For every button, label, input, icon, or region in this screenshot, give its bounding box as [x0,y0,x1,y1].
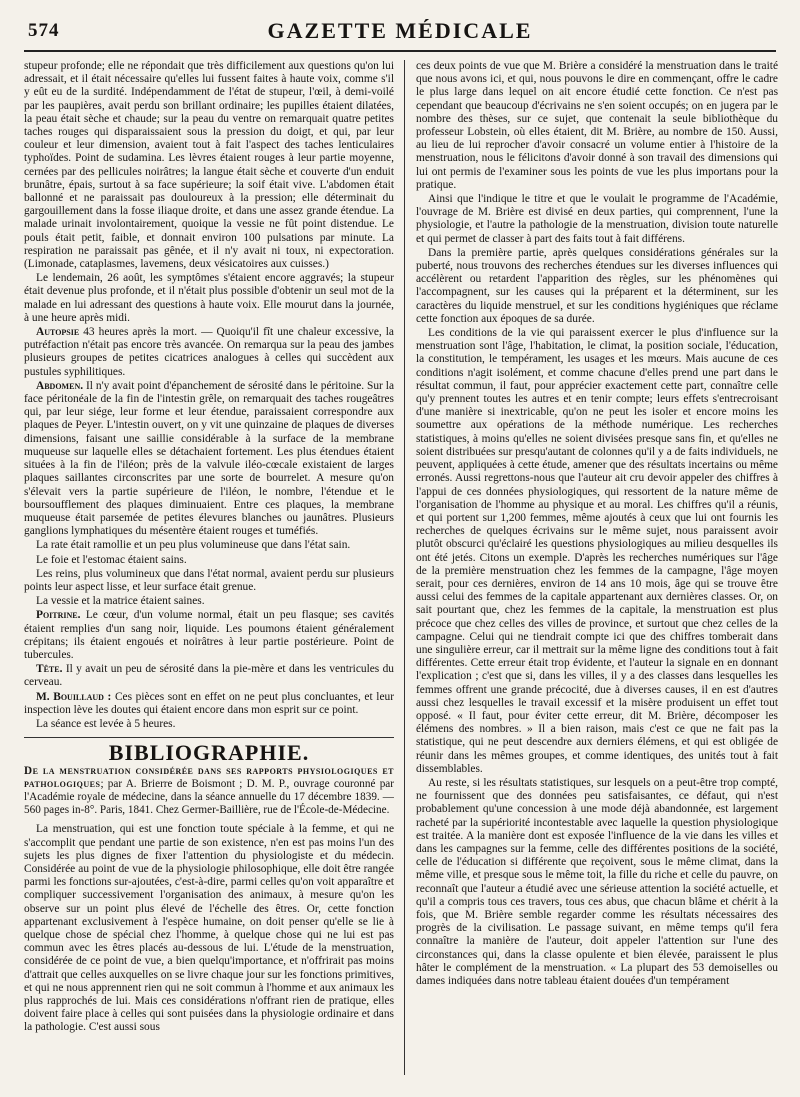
paragraph: Au reste, si les résultats statistiques, sur lesquels on a peut-être trop compté, ne fournissent que des données peu satisfaisantes, ce défaut, qui n'est probablement qu'une concession à une mode déjà abandonnée, est largement racheté par la supériorité incontestable avec laquelle la question physiologique est traitée. A la manière dont est exposée l'influence de la vie dans les villes et dans les campagnes sur la femme, celle des différentes positions de la société, celle de l'éducation si différente que reçoivent, sous le même climat, dans la même ville, et presque sous le même toit, la fille du riche et celle du pauvre, on reconnaît que l'auteur a étudié avec une sérieuse attention la société actuelle, et qu'il a compris tous ces travers, tous ces abus, que chacun blâme et chérit à la fois, que M. Brière semble regarder comme les résultats nécessaires des progrès de la civilisation. Le passage suivant, en même temps qu'il fera connaître la manière de l'auteur, doit appeler l'attention sur l'une des circonstances qui, dans la classe opulente et bien élevée, paraissent le plus hâter le complément de la menstruation. « La plupart des 53 demoiselles ou dames indiquées dans notre tableau étaient douées d'un tempérament [416,776,778,988]
paragraph: Dans la première partie, après quelques considérations générales sur la puberté, nous trouvons des recherches étendues sur les diverses influences qui accélèrent ou retardent l'apparition des règles, sur les phénomènes qui l'accompagnent, sur les causes qui la préparent et la déterminent, sur les caractères du liquide menstruel, et sur les conditions hygiéniques que réclame cette fonction aux époques de sa durée. [416,246,778,325]
paragraph [24,663,394,689]
paragraph: Ainsi que l'indique le titre et que le voulait le programme de l'Académie, l'ouvrage de M. Brière est divisé en deux parties, qui comprennent, l'une la physiologie, et l'autre la pathologie de la menstruation, division toute naturelle et qui permet de classer à part des faits tout à fait différens. [416,193,778,245]
head-label: Tête. [36,663,63,676]
speaker-label: M. Bouillaud : [36,690,112,703]
paragraph: La menstruation, qui est une fonction toute spéciale à la femme, et qui ne s'accomplit que pendant une partie de son existence, n'en est pas moins l'un des sujets les plus dignes de fixer l'attention du physiologiste et du médecin. Considérée au point de vue de la physiologie philosophique, elle doit être rangée parmi les fonctions sur-ajoutées, c'est-à-dire, parmi celles qu'on voit apparaître et compliquer successivement l'organisation des animaux, à mesure qu'on les observe sur un point plus élevé de l'échelle des êtres. Or, cette fonction appartenant exclusivement à l'espèce humaine, on doit penser qu'elle se lie à quelque chose de spécial chez l'homme, à quelque chose qui ne lui est pas commun avec les êtres placés au-dessous de lui. L'étude de la menstruation, considérée de ce point de vue, a bien quelqu'importance, et n'offrirait pas moins d'attrait que celles auxquelles on se livre chaque jour sur les fonctions primitives, et qui ne nous apprennent rien qui ne soit commun à l'homme et aux animaux les plus rapprochés de lui. Mais ces considérations n'offrant rien de pratique, elles doivent faire place à celles qui sont puisées dans la physiologie ordinaire et dans la pathologie. C'est aussi sous [24,823,394,1034]
paragraph: La rate était ramollie et un peu plus volumineuse que dans l'état sain. [36,539,351,552]
paragraph: stupeur profonde; elle ne répondait que très difficilement aux questions qu'on lui adressait, et il était nécessaire qu'elles lui fussent faites à haute voix, comme s'il y eût eu de la surdité. Indépendamment de l'état de stupeur, l'œil, à demi-voilé par les paupières, avait perdu son brillant ordinaire; les pupilles étaient dilatées, la peau était sèche et chaude; sur la peau du ventre on remarquait quatre petites taches rouges qui disparaissaient sous la pression du doigt, et qui, par leur couleur et leur dimension, avaient tout à fait l'aspect des taches lenticulaires typhoïdes. Point de sudamina. Les lèvres étaient rouges à leur partie moyenne, cernées par des pellicules noirâtres; la langue était sèche et couverte d'un enduit brunâtre, épais, surtout à sa face supérieure; la soif était vive. L'abdomen était ballonné et ne paraissait pas douloureux à la pression; elle déterminait du gargouillement dans la fosse iliaque droite, et dans une assez grande étendue. La malade urinait involontairement, quoique la vessie ne fût point distendue. Le pouls était petit, faible, et donnait environ 100 pulsations par minute. La respiration ne paraissait pas gênée, et il n'y avait ni toux, ni expectoration. (Limonade, cataplasmes, lavemens, deux vésicatoires aux cuisses.) [24,60,394,271]
chest-label: Poitrine. [36,609,81,622]
paragraph [24,609,394,662]
page-number: 574 [28,20,60,41]
right-column [416,60,778,1075]
section-heading: BIBLIOGRAPHIE. [108,740,310,766]
abdomen-label: Abdomen. [36,379,84,392]
header-rule [24,50,776,52]
column-divider [404,60,405,1075]
paragraph: Le foie et l'estomac étaient sains. [36,553,187,566]
paragraph [24,380,394,538]
paragraph [24,326,394,379]
page-header [22,14,778,48]
paragraph: Les conditions de la vie qui paraissent exercer le plus d'influence sur la menstruation sont l'âge, l'habitation, le climat, la position sociale, l'éducation, la constitution, le tempérament, les usages et les mœurs. Mais aucune de ces conditions n'agit isolément, et comme chacune d'elles prend une part dans le résultat commun, il faut, pour apprécier exactement cette part, connaître celle qu'y prennent toutes les autres et en tenir compte; leurs effets s'entrecroisant d'une manière si inextricable, qu'on ne peut les isoler et encore moins les soumettre aux opérations de la méthode numérique. Les recherches statistiques, à moins qu'elles ne soient divisées presque sans fin, et qu'elles ne soient distribuées sur presqu'autant de colonnes qu'il y a de faits individuels, ne peuvent, appliquées à cette étude, amener que des résultats incertains ou même erronés. Aussi regrettons-nous que l'auteur ait cru devoir appeler des chiffres à l'appui de ces données physiologiques, qui ressortent de la nature même de l'organisation de l'homme au physique et au moral. Les chiffres qu'il a réunis, et qui portent sur 1,200 femmes, même ajoutés à ceux que lui ont fournis les recherches de quelques écrivains sur le même sujet, nous paraissent avoir plutôt obscurci qu'éclairé les questions physiologiques au milieu desquelles ils ont été jetés. Citons un exemple. D'après les recherches numériques sur l'âge de la première menstruation chez les femmes de la campagne, l'âge moyen serait, pour ces dernières, environ de 14 ans 10 mois, âge qui se trouve être aussi celui des femmes de la capitale appartenant aux dernières classes. Or, on sait pourtant que, chez les femmes de la capitale, la menstruation est plus précoce que chez celles des villes de province, et surtout que chez celles de la campagne. Celui qui ne tiendrait compte ici que des chiffres tomberait dans une singulière erreur, car il mettrait sur la même ligne des conditions tout à fait différentes. Cette erreur était trop évidente, et l'auteur la signale en en donnant l'explication ; c'est que si, dans les villes, il y a des classes dans lesquelles les femmes offrent une grande précocité, due à diverses causes, il en est d'autres aussi chez lesquelles le travail excessif et la misère produisent un effet tout opposé. « Il faut, pour éviter cette erreur, dit M. Brière, décomposer les élémens des nombres. » Il a bien raison, mais c'est ce que ne fait pas la statistique, qui ne peut descendre aux derniers élémens, et qui est obligée de réunir dans les mêmes groupes, et comme identiques, des unités tout à fait dissemblables. [416,327,778,775]
paragraph-text: Il n'y avait point d'épanchement de sérosité dans le péritoine. Sur la face péritonéale de la fin de l'intestin grêle, on remarquait des taches rougeâtres qui, par leur siége, leur forme et leur étendue, paraissaient correspondre aux plaques de Peyer. L'intestin ouvert, on y vit une quinzaine de plaques de diverses dimensions, faisant une saillie considérable à la surface de la membrane muqueuse sur laquelle elles se détachaient fortement. Les plus étendues étaient situées à la fin de l'iléon; près de la valvule iléo-cœcale existaient de larges plaques saillantes circonscrites par une sorte de bourrelet. A mesure qu'on s'élevait vers la partie supérieure de l'iléon, le nombre, l'étendue et le boursoufflement des plaques diminuaient. Entre ces plaques, la membrane muqueuse était parsemée de petites élevures blanches ou jaunâtres. Plusieurs ganglions lymphatiques du mésentère étaient rouges et tuméfiés. [24,379,394,538]
paragraph-text: 43 heures après la mort. — Quoiqu'il fît une chaleur excessive, la putréfaction n'était pas encore très avancée. On remarqua sur la peau des jambes plusieurs groupes de petites cicatrices analogues à celles qui succèdent aux pustules syphilitiques. [24,326,394,378]
paragraph [24,691,394,717]
session-closing: La séance est levée à 5 heures. [36,717,176,730]
paragraph: Les reins, plus volumineux que dans l'état normal, avaient perdu sur plusieurs points leur aspect lisse, et leur surface était grenue. [24,567,394,593]
paragraph: La vessie et la matrice étaient saines. [36,595,205,608]
book-title [24,765,394,817]
paragraph: ces deux points de vue que M. Brière a considéré la menstruation dans le traité que nous avons ici, et qui, nous pouvons le dire en commençant, offre le cadre le plus large dans lequel on ait encore étudié cette fonction. Ce n'est pas cependant que beaucoup d'écrivains ne s'en soient occupés; on en jugera par le nombre des thèses, sur ce sujet, que contenait la seule bibliothèque du professeur Lobstein, où elles étaient, dit M. Brière, au nombre de 150. Aussi, au lieu de lui reprocher d'avoir consacré un volume entier à l'histoire de la menstruation, nous le félicitons d'avoir donné à son travail des dimensions qui lui ont permis de l'examiner sous les points de vue les plus importans pour la pratique. [416,60,778,191]
book-title-rest: ; par A. Brierre de Boismont ; D. M. P., ouvrage couronné par l'Académie royale de médecine, dans la séance annuelle du 17 décembre 1839. — 560 pages in-8°. Paris, 1841. Chez Germer-Baillière, rue de l'École-de-Médecine. [24,778,394,817]
autopsy-label: Autopsie [36,326,80,339]
section-rule [24,737,394,738]
journal-title: GAZETTE MÉDICALE [267,18,533,43]
book-title-caps: De la menstruation considérée dans ses rapports physiologiques et pathologiques [24,765,394,791]
paragraph-text: Il y avait un peu de sérosité dans la pie-mère et dans les ventricules du cerveau. [24,663,394,689]
paragraph-text: Ces pièces sont en effet on ne peut plus concluantes, et leur inspection lève les doutes qui étaient encore dans mon esprit sur ce point. [24,690,394,716]
paragraph: Le lendemain, 26 août, les symptômes s'étaient encore aggravés; la stupeur était devenue plus profonde, et il n'était plus possible d'obtenir un seul mot de la malade en lui adressant des questions à haute voix. Elle mourut dans la journée, à une heure après midi. [24,272,394,324]
left-column [24,60,394,1075]
paragraph-text: Le cœur, d'un volume normal, était un peu flasque; ses cavités étaient remplies d'un sang noir, liquide. Les poumons étaient généralement crépitans; ils étaient engoués et noirâtres à leur partie postérieure. Point de tubercules. [24,609,394,661]
